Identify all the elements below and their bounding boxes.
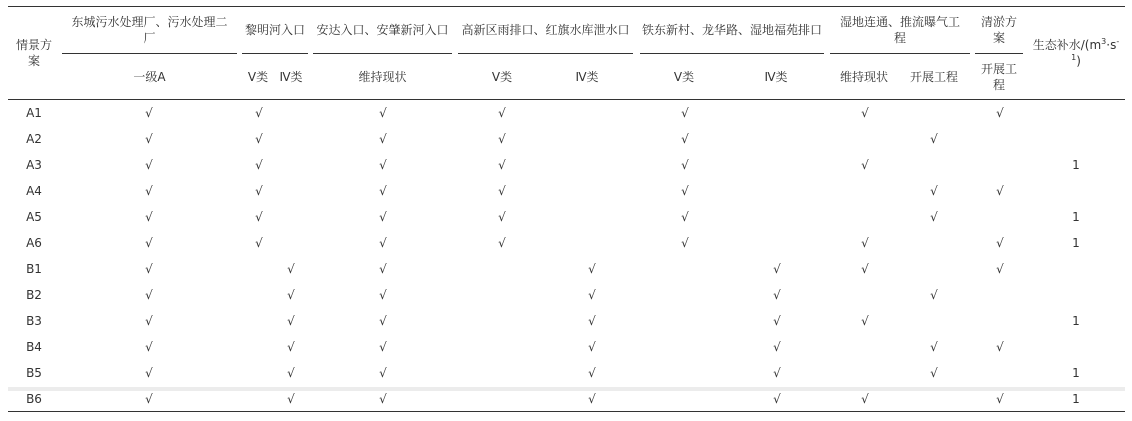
table-cell: √ [498,236,506,250]
table-cell: √ [588,288,596,302]
table-cell: √ [861,106,869,120]
eco-prefix: 生态补水/(m [1032,38,1102,52]
header-sub-tiedong-v: Ⅴ类 [673,70,695,84]
group-rule-dredging [975,53,1023,54]
table-cell: √ [498,158,506,172]
table-cell: √ [588,314,596,328]
table-cell: √ [930,366,938,380]
table-cell: √ [379,340,387,354]
header-sub-dredging-project: 开展工程 [980,62,1017,92]
table-cell: √ [930,340,938,354]
eco-sup1: 3 [1101,37,1107,46]
table-cell: √ [996,184,1004,198]
table-cell: √ [287,314,295,328]
table-cell: 1 [1072,314,1080,328]
table-cell: √ [145,314,153,328]
table-cell: √ [681,210,689,224]
header-sub-wetland-status-quo: 维持现状 [839,70,888,84]
eco-suffix: ) [1076,54,1081,68]
table-cell: √ [681,158,689,172]
table-cell: √ [996,392,1004,406]
table-cell: √ [255,184,263,198]
group-rule-wetland [830,53,970,54]
table-cell: √ [145,340,153,354]
eco-mid: ·s [1106,38,1117,52]
table-cell: √ [498,210,506,224]
table-cell: √ [930,288,938,302]
table-cell: √ [255,132,263,146]
table-cell: 1 [1072,210,1080,224]
table-cell: √ [861,158,869,172]
table-cell: √ [930,132,938,146]
table-cell: √ [861,262,869,276]
table-cell: √ [145,132,153,146]
table-cell: √ [996,106,1004,120]
row-label: A3 [26,158,42,172]
table-cell: √ [145,366,153,380]
table-bottom-rule [8,411,1125,412]
table-cell: √ [145,158,153,172]
table-cell: √ [930,210,938,224]
table-cell: √ [379,392,387,406]
header-group-dredging: 清淤方案 [980,15,1017,45]
group-rule-anda [313,53,452,54]
table-cell: √ [255,210,263,224]
table-cell: √ [379,210,387,224]
table-cell: √ [379,236,387,250]
group-rule-liming [242,53,308,54]
row-label: A5 [26,210,42,224]
table-cell: √ [861,236,869,250]
header-sub-wetland-project: 开展工程 [909,70,958,84]
table-cell: √ [681,106,689,120]
header-eco-water [1027,8,1125,98]
header-group-anda: 安达入口、安肇新河入口 [316,23,449,37]
row-label: A6 [26,236,42,250]
row-highlight [8,387,1125,391]
table-cell: √ [145,392,153,406]
header-sub-liming-v: Ⅴ类 [247,70,269,84]
header-sub-gaoxin-iv: Ⅳ类 [575,70,599,84]
table-cell: √ [996,236,1004,250]
table-cell: √ [996,262,1004,276]
table-cell: √ [773,366,781,380]
row-label: A2 [26,132,42,146]
table-cell: √ [588,340,596,354]
table-cell: √ [379,132,387,146]
header-group-wetland: 湿地连通、推流曝气工程 [839,15,960,45]
table-header-rule [8,99,1125,100]
group-rule-tiedong [640,53,824,54]
table-cell: √ [379,184,387,198]
header-scenario: 情景方案 [15,38,52,68]
table-cell: √ [145,184,153,198]
table-cell: √ [379,106,387,120]
row-label: B4 [26,340,42,354]
table-cell: √ [861,314,869,328]
table-cell: √ [498,132,506,146]
table-cell: √ [773,392,781,406]
table-cell: √ [681,184,689,198]
table-cell: √ [681,236,689,250]
table-cell: √ [255,106,263,120]
header-group-wwtp: 东城污水处理厂、污水处理二厂 [71,15,228,45]
table-cell: √ [145,236,153,250]
row-label: B6 [26,392,42,406]
table-cell: √ [255,158,263,172]
table-cell: √ [773,262,781,276]
row-label: A1 [26,106,42,120]
table-cell: √ [145,262,153,276]
table-cell: √ [498,184,506,198]
table-cell: √ [255,236,263,250]
row-label: B5 [26,366,42,380]
table-cell: √ [588,392,596,406]
table-cell: √ [287,366,295,380]
group-rule-gaoxin [458,53,633,54]
table-cell: √ [379,158,387,172]
header-sub-anda-status-quo: 维持现状 [358,70,407,84]
table-cell: √ [773,288,781,302]
row-label: B2 [26,288,42,302]
table-cell: √ [379,288,387,302]
header-group-gaoxin: 高新区雨排口、红旗水库泄水口 [461,23,630,37]
table-cell: √ [287,340,295,354]
table-cell: √ [145,106,153,120]
table-cell: √ [773,340,781,354]
table-cell: √ [996,340,1004,354]
table-cell: √ [681,132,689,146]
table-cell: 1 [1072,236,1080,250]
table-cell: √ [588,262,596,276]
row-label: A4 [26,184,42,198]
eco-sup2: -1 [1071,37,1120,62]
header-sub-liming-iv: Ⅳ类 [279,70,303,84]
group-rule-wwtp [62,53,237,54]
row-label: B3 [26,314,42,328]
table-cell: √ [773,314,781,328]
header-sub-gaoxin-v: Ⅴ类 [491,70,513,84]
table-cell: 1 [1072,366,1080,380]
table-cell: √ [498,106,506,120]
table-cell: √ [588,366,596,380]
table-top-rule [8,6,1125,7]
header-group-tiedong: 铁东新村、龙华路、湿地福苑排口 [642,23,823,37]
table-cell: 1 [1072,158,1080,172]
table-cell: 1 [1072,392,1080,406]
table-cell: √ [861,392,869,406]
header-group-liming: 黎明河入口 [244,23,305,37]
table-cell: √ [379,314,387,328]
row-label: B1 [26,262,42,276]
table-cell: √ [379,262,387,276]
table-cell: √ [379,366,387,380]
table-cell: √ [287,288,295,302]
table-cell: √ [287,392,295,406]
table-cell: √ [287,262,295,276]
table-cell: √ [145,210,153,224]
table-cell: √ [930,184,938,198]
header-sub-level-a: 一级A [133,70,166,84]
table-cell: √ [145,288,153,302]
header-sub-tiedong-iv: Ⅳ类 [764,70,788,84]
